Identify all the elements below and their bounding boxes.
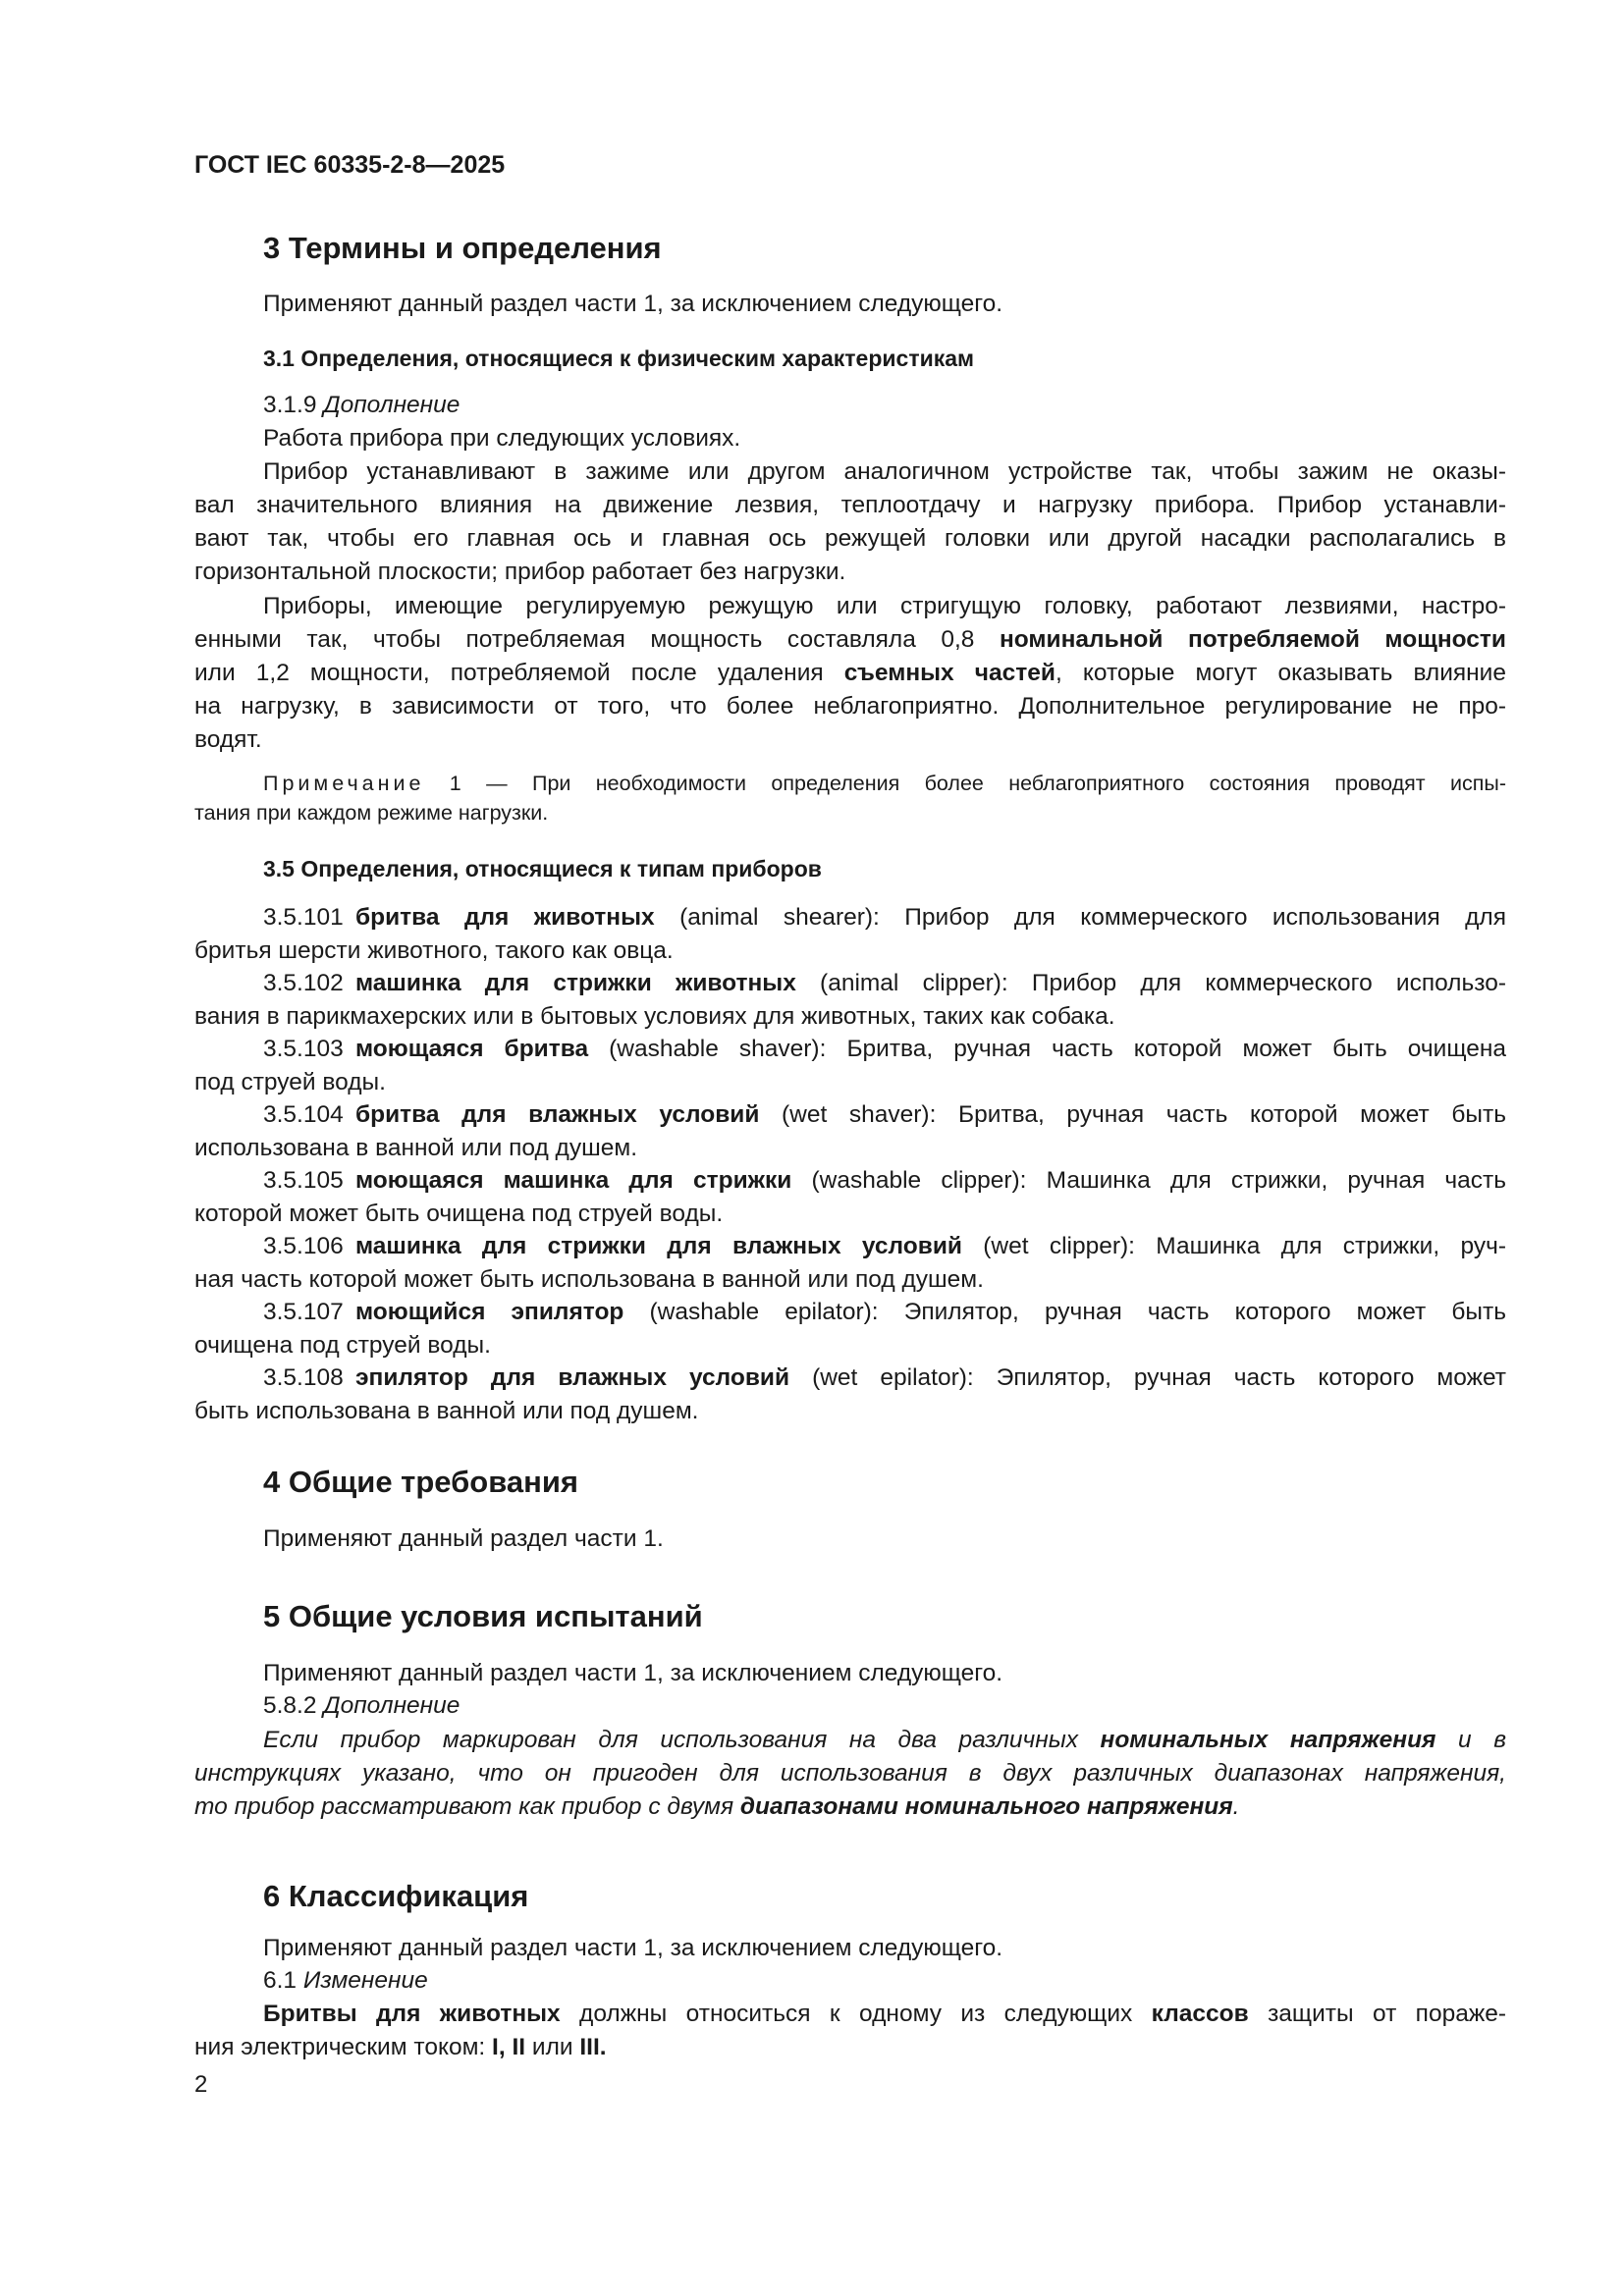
definition-continuation: быть использована в ванной или под душем. <box>194 1398 699 1424</box>
definition-text: Прибор для коммерческого использо- <box>1031 970 1506 996</box>
clause-6-1 <box>263 1969 428 1994</box>
text-run: Если прибор маркирован для использования на два различных <box>263 1727 1101 1753</box>
paragraph-line <box>194 2036 607 2060</box>
clause-number: 5.8.2 <box>263 1692 317 1719</box>
definition-number: 3.5.104 <box>263 1101 344 1128</box>
definition-number: 3.5.107 <box>263 1299 344 1325</box>
definition-text: Бритва, ручная часть которой может быть очищена <box>846 1036 1506 1062</box>
spacer <box>344 1364 355 1391</box>
defined-term: классов <box>1151 2001 1249 2027</box>
definition-number: 3.5.101 <box>263 904 344 931</box>
definition-text: Эпилятор, ручная часть которого может быть <box>903 1299 1506 1325</box>
definition-item <box>263 972 1506 996</box>
definition-english: (wet epilator): <box>789 1364 997 1391</box>
spacer <box>344 1036 355 1062</box>
paragraph-line <box>194 662 1506 686</box>
text-run: или <box>525 2034 580 2060</box>
note-1-continuation: тания при каждом режиме нагрузки. <box>194 801 549 825</box>
definition-continuation: использована в ванной или под душем. <box>194 1135 638 1161</box>
text-run: и в <box>1435 1727 1507 1753</box>
class-values: III. <box>579 2034 607 2060</box>
paragraph-line <box>263 2002 1506 2027</box>
clause-number: 3.1.9 <box>263 392 317 418</box>
paragraph-line: горизонтальной плоскости; прибор работает без нагрузки. <box>194 559 846 585</box>
section-5-intro: Применяют данный раздел части 1, за исключением следующего. <box>263 1660 1003 1686</box>
definition-text: Эпилятор, ручная часть которого может <box>996 1364 1506 1391</box>
defined-term: съемных частей <box>843 660 1056 686</box>
section-4-intro: Применяют данный раздел части 1. <box>263 1525 664 1552</box>
paragraph-line: инструкциях указано, что он пригоден для использования в двух различных диапазонах напряжения, <box>194 1760 1506 1787</box>
definition-item <box>263 1301 1506 1325</box>
definition-continuation: очищена под струей воды. <box>194 1332 491 1359</box>
definition-number: 3.5.108 <box>263 1364 344 1391</box>
text-run: то прибор рассматривают как прибор с двумя <box>194 1793 740 1820</box>
note-1 <box>263 774 1506 795</box>
paragraph: Работа прибора при следующих условиях. <box>263 425 741 452</box>
definition-text: Прибор для коммерческого использования для <box>904 904 1506 931</box>
paragraph-line: вал значительного влияния на движение лезвия, теплоотдачу и нагрузку прибора. Прибор устанавли- <box>194 492 1506 518</box>
definition-term: эпилятор для влажных условий <box>355 1364 790 1391</box>
definition-text: Машинка для стрижки, ручная часть <box>1046 1167 1506 1194</box>
note-number: 1 — <box>424 772 532 795</box>
definition-continuation: которой может быть очищена под струей воды. <box>194 1201 724 1227</box>
clause-3-1-9 <box>263 394 460 418</box>
paragraph-line: водят. <box>194 726 262 753</box>
paragraph-line <box>263 1729 1506 1753</box>
definition-continuation: ная часть которой может быть использована в ванной или под душем. <box>194 1266 984 1293</box>
definition-item <box>263 1103 1506 1128</box>
paragraph-line: вают так, чтобы его главная ось и главная ось режущей головки или другой насадки располагались в <box>194 525 1506 552</box>
definition-continuation: вания в парикмахерских или в бытовых условиях для животных, таких как собака. <box>194 1003 1115 1030</box>
definition-term: машинка для стрижки для влажных условий <box>355 1233 962 1259</box>
paragraph-line: Прибор устанавливают в зажиме или другом аналогичном устройстве так, чтобы зажим не оказы- <box>263 458 1506 485</box>
section-6-heading: 6 Классификация <box>263 1879 529 1913</box>
defined-term: диапазонами номинального напряжения <box>739 1793 1233 1820</box>
definition-continuation: бритья шерсти животного, такого как овца. <box>194 937 674 964</box>
section-4-heading: 4 Общие требования <box>263 1465 578 1499</box>
class-values: I, II <box>492 2034 526 2060</box>
definition-number: 3.5.105 <box>263 1167 344 1194</box>
definition-term: бритва для животных <box>355 904 655 931</box>
definition-english: (animal clipper): <box>795 970 1032 996</box>
definition-english: (animal shearer): <box>654 904 905 931</box>
document-header: ГОСТ IEC 60335-2-8—2025 <box>194 151 506 179</box>
page-number: 2 <box>194 2071 208 2098</box>
clause-label: Дополнение <box>323 1692 460 1719</box>
spacer <box>344 1101 355 1128</box>
spacer <box>344 970 355 996</box>
note-text: При необходимости определения более неблагоприятного состояния проводят испы- <box>531 772 1506 795</box>
text-run: должны относиться к одному из следующих <box>560 2001 1152 2027</box>
defined-term: Бритвы для животных <box>263 2001 561 2027</box>
definition-english: (washable clipper): <box>791 1167 1047 1194</box>
paragraph-line: Приборы, имеющие регулируемую режущую или стригущую головку, работают лезвиями, настро- <box>263 593 1506 619</box>
text-run: , которые могут оказывать влияние <box>1055 660 1506 686</box>
definition-term: моющаяся бритва <box>355 1036 589 1062</box>
definition-text: Бритва, ручная часть которой может быть <box>957 1101 1506 1128</box>
section-5-heading: 5 Общие условия испытаний <box>263 1599 703 1633</box>
definition-english: (washable shaver): <box>588 1036 847 1062</box>
section-3-heading: 3 Термины и определения <box>263 231 662 265</box>
clause-number: 6.1 <box>263 1967 298 1994</box>
spacer <box>344 1167 355 1194</box>
definition-term: машинка для стрижки животных <box>355 970 796 996</box>
definition-number: 3.5.106 <box>263 1233 344 1259</box>
definition-item <box>263 906 1506 931</box>
defined-term: номинальных напряжения <box>1100 1727 1436 1753</box>
text-run: енными так, чтобы потребляемая мощность составляла 0,8 <box>194 626 1000 653</box>
section-6-intro: Применяют данный раздел части 1, за исключением следующего. <box>263 1935 1003 1961</box>
definition-english: (wet shaver): <box>759 1101 958 1128</box>
spacer <box>344 1233 355 1259</box>
clause-label: Изменение <box>302 1967 428 1994</box>
text-run: или 1,2 мощности, потребляемой после удаления <box>194 660 844 686</box>
spacer <box>344 904 355 931</box>
definition-item <box>263 1235 1506 1259</box>
definition-item <box>263 1366 1506 1391</box>
definition-english: (wet clipper): <box>961 1233 1157 1259</box>
definition-number: 3.5.102 <box>263 970 344 996</box>
note-label: Примечание <box>263 772 425 795</box>
subsection-3-5-heading: 3.5 Определения, относящиеся к типам приборов <box>263 856 822 881</box>
definition-term: бритва для влажных условий <box>355 1101 760 1128</box>
definition-text: Машинка для стрижки, руч- <box>1156 1233 1506 1259</box>
definition-item <box>263 1038 1506 1062</box>
definition-number: 3.5.103 <box>263 1036 344 1062</box>
spacer <box>344 1299 355 1325</box>
section-3-intro: Применяют данный раздел части 1, за исключением следующего. <box>263 291 1003 317</box>
text-run: . <box>1232 1793 1240 1820</box>
text-run: ния электрическим током: <box>194 2034 493 2060</box>
text-run: защиты от пораже- <box>1248 2001 1506 2027</box>
definition-continuation: под струей воды. <box>194 1069 386 1095</box>
definition-english: (washable epilator): <box>623 1299 904 1325</box>
definition-term: моющаяся машинка для стрижки <box>355 1167 792 1194</box>
paragraph-line <box>194 628 1506 653</box>
definition-item <box>263 1169 1506 1194</box>
defined-term: номинальной потребляемой мощности <box>999 626 1506 653</box>
subsection-3-1-heading: 3.1 Определения, относящиеся к физическим характеристикам <box>263 346 975 371</box>
definition-term: моющийся эпилятор <box>355 1299 624 1325</box>
paragraph-line <box>194 1795 1239 1820</box>
clause-label: Дополнение <box>323 392 460 418</box>
paragraph-line: на нагрузку, в зависимости от того, что более неблагоприятно. Дополнительное регулирование не про- <box>194 693 1506 720</box>
clause-5-8-2 <box>263 1694 460 1719</box>
